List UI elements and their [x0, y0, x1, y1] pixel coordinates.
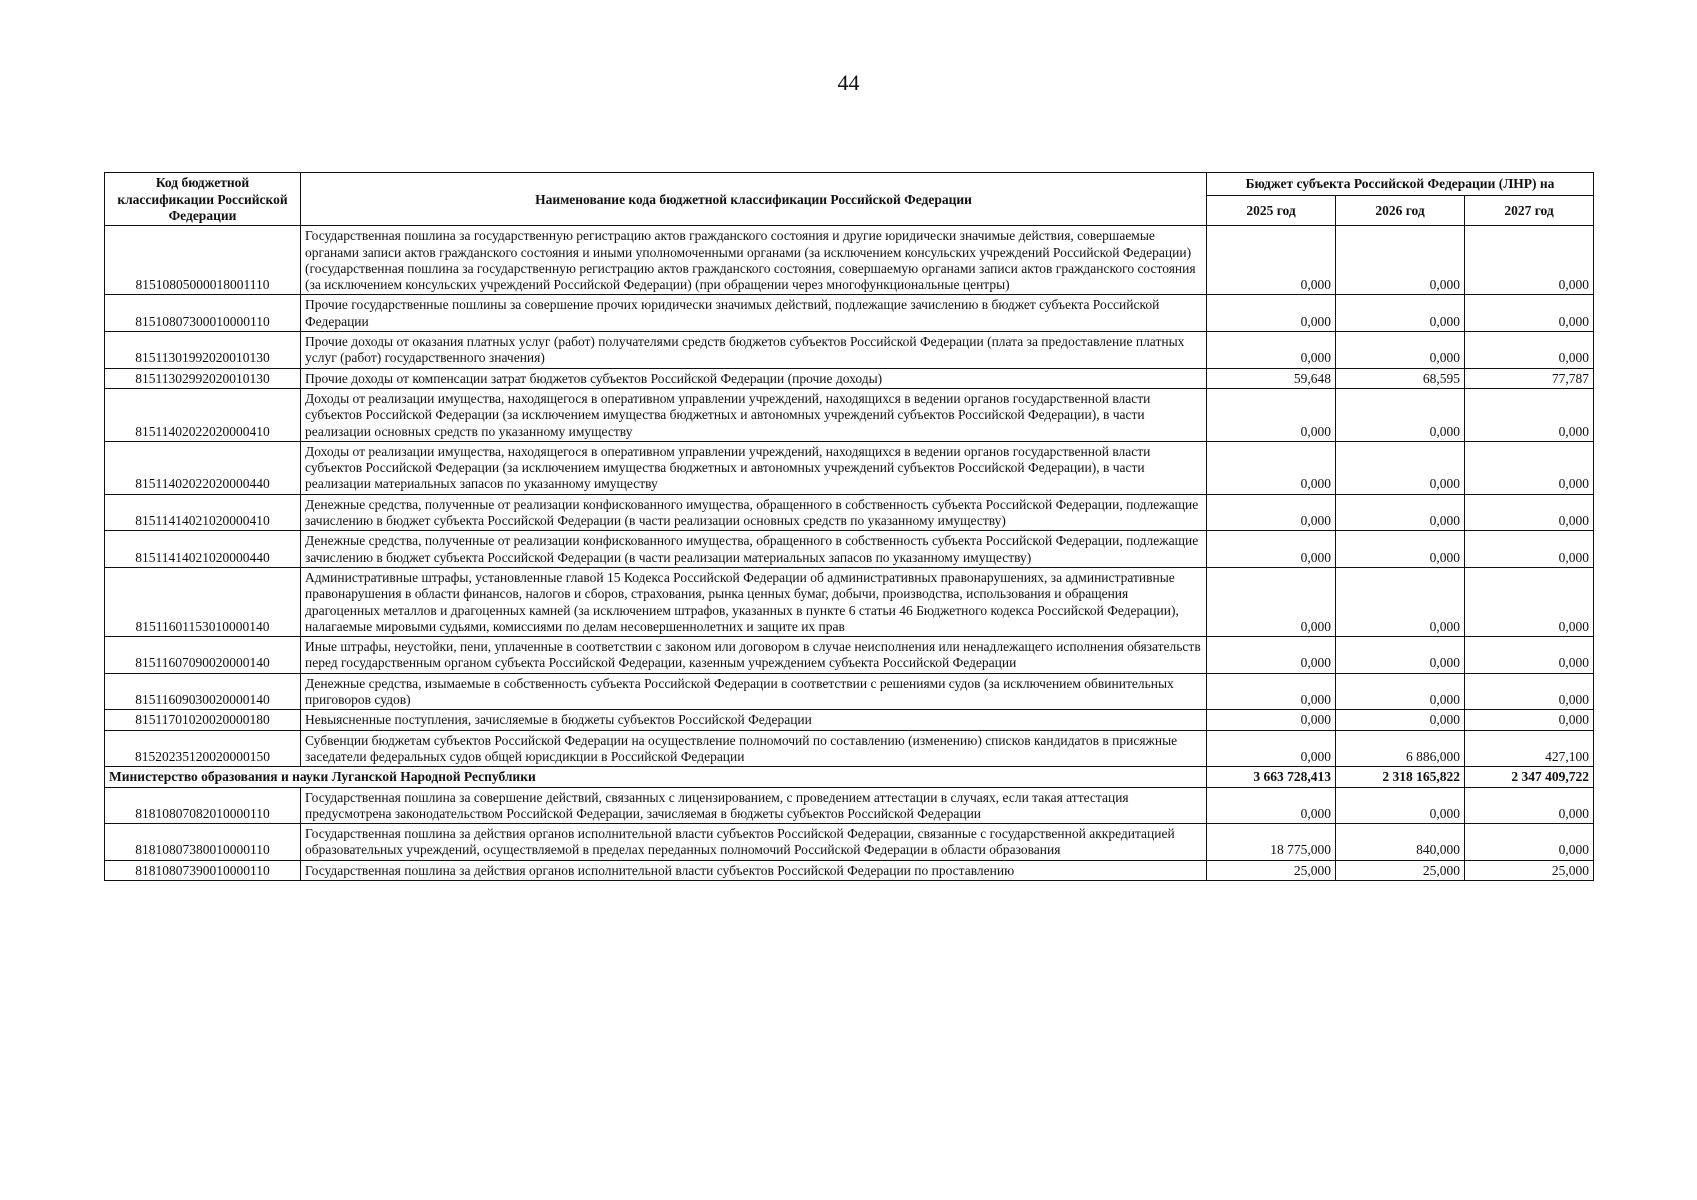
row-name: Прочие государственные пошлины за совершение прочих юридически значимых действий, подлежащие зачислению в бюджет субъекта Российской Федерации: [301, 295, 1207, 332]
table-row: [105, 332, 1594, 369]
row-code: 81511607090020000140: [105, 637, 301, 674]
table-row: [105, 441, 1594, 494]
row-value-2026: 0,000: [1336, 531, 1465, 568]
section-total-row: [105, 767, 1594, 787]
row-code: 81511402022020000440: [105, 441, 301, 494]
row-code: 81511402022020000410: [105, 388, 301, 441]
row-name: Денежные средства, полученные от реализации конфискованного имущества, обращенного в собственность субъекта Российской Федерации, подлежащие зачислению в бюджет субъекта Российской Федерации (в части реализации основных средств по указанному имуществу): [301, 494, 1207, 531]
table-row: [105, 295, 1594, 332]
row-value-2026: 0,000: [1336, 710, 1465, 730]
table-row: [105, 673, 1594, 710]
table-row: [105, 567, 1594, 636]
row-name: Денежные средства, изымаемые в собственность субъекта Российской Федерации в соответствии с решениями судов (за исключением обвинительных приговоров судов): [301, 673, 1207, 710]
table-row: [105, 531, 1594, 568]
row-code: 81511302992020010130: [105, 368, 301, 388]
row-code: 81511414021020000410: [105, 494, 301, 531]
section-name: Министерство образования и науки Луганской Народной Республики: [105, 767, 1207, 787]
row-name: Прочие доходы от компенсации затрат бюджетов субъектов Российской Федерации (прочие доходы): [301, 368, 1207, 388]
section-total-2026: 2 318 165,822: [1336, 767, 1465, 787]
header-budget-group: Бюджет субъекта Российской Федерации (ЛНР) на: [1207, 173, 1594, 196]
row-code: 81810807380010000110: [105, 824, 301, 861]
table-row: [105, 787, 1594, 824]
row-name: Денежные средства, полученные от реализации конфискованного имущества, обращенного в собственность субъекта Российской Федерации, подлежащие зачислению в бюджет субъекта Российской Федерации (в части реализации материальных запасов по указанному имуществу): [301, 531, 1207, 568]
table-row: [105, 637, 1594, 674]
row-value-2027: 0,000: [1465, 673, 1594, 710]
row-name: Государственная пошлина за совершение действий, связанных с лицензированием, с проведением аттестации в случаях, если такая аттестация предусмотрена законодательством Российской Федерации, зачисляемая в бюджеты субъектов Российской Федерации: [301, 787, 1207, 824]
row-value-2025: 0,000: [1207, 332, 1336, 369]
row-value-2026: 0,000: [1336, 441, 1465, 494]
row-code: 81511301992020010130: [105, 332, 301, 369]
row-code: 81510805000018001110: [105, 226, 301, 295]
row-value-2026: 840,000: [1336, 824, 1465, 861]
table-row: [105, 824, 1594, 861]
row-value-2025: 0,000: [1207, 226, 1336, 295]
table-row: [105, 730, 1594, 767]
row-name: Государственная пошлина за действия органов исполнительной власти субъектов Российской Федерации, связанные с государственной аккредитацией образовательных учреждений, осуществляемой в пределах переданных полномочий Российской Федерации в области образования: [301, 824, 1207, 861]
row-value-2025: 0,000: [1207, 673, 1336, 710]
table-header-row: [105, 173, 1594, 196]
row-value-2027: 0,000: [1465, 531, 1594, 568]
row-code: 81510807300010000110: [105, 295, 301, 332]
row-value-2025: 0,000: [1207, 730, 1336, 767]
row-value-2027: 0,000: [1465, 226, 1594, 295]
row-name: Прочие доходы от оказания платных услуг (работ) получателями средств бюджетов субъектов Российской Федерации (плата за предоставление платных услуг (работ) государственного значения): [301, 332, 1207, 369]
row-value-2025: 18 775,000: [1207, 824, 1336, 861]
header-year-2025: 2025 год: [1207, 196, 1336, 226]
row-value-2026: 0,000: [1336, 226, 1465, 295]
row-value-2027: 0,000: [1465, 637, 1594, 674]
row-value-2026: 0,000: [1336, 787, 1465, 824]
row-value-2027: 0,000: [1465, 295, 1594, 332]
table-row: [105, 388, 1594, 441]
row-code: 81511609030020000140: [105, 673, 301, 710]
row-value-2025: 0,000: [1207, 295, 1336, 332]
row-value-2027: 25,000: [1465, 860, 1594, 880]
row-value-2027: 0,000: [1465, 710, 1594, 730]
row-value-2025: 0,000: [1207, 388, 1336, 441]
row-value-2026: 0,000: [1336, 567, 1465, 636]
row-value-2027: 0,000: [1465, 787, 1594, 824]
table-row: [105, 226, 1594, 295]
row-code: 81511414021020000440: [105, 531, 301, 568]
table-row: [105, 710, 1594, 730]
row-value-2026: 0,000: [1336, 494, 1465, 531]
row-value-2027: 0,000: [1465, 824, 1594, 861]
row-value-2026: 0,000: [1336, 332, 1465, 369]
row-code: 81511701020020000180: [105, 710, 301, 730]
row-value-2027: 77,787: [1465, 368, 1594, 388]
row-value-2025: 0,000: [1207, 494, 1336, 531]
row-value-2027: 0,000: [1465, 388, 1594, 441]
row-code: 81810807390010000110: [105, 860, 301, 880]
row-value-2027: 0,000: [1465, 441, 1594, 494]
row-name: Субвенции бюджетам субъектов Российской Федерации на осуществление полномочий по составлению (изменению) списков кандидатов в присяжные заседатели федеральных судов общей юрисдикции в Российской Федерации: [301, 730, 1207, 767]
section-total-2025: 3 663 728,413: [1207, 767, 1336, 787]
row-name: Государственная пошлина за государственную регистрацию актов гражданского состояния и другие юридически значимые действия, совершаемые органами записи актов гражданского состояния и иными уполномоченными органами (за исключением консульских учреждений Российской Федерации) (государственная пошлина за государственную регистрацию актов гражданского состояния, совершаемую органами записи актов гражданского состояния (за исключением консульских учреждений Российской Федерации) (при обращении через многофункциональные центры): [301, 226, 1207, 295]
row-value-2025: 0,000: [1207, 710, 1336, 730]
row-value-2026: 68,595: [1336, 368, 1465, 388]
row-name: Доходы от реализации имущества, находящегося в оперативном управлении учреждений, находящихся в ведении органов государственной власти субъектов Российской Федерации (за исключением имущества бюджетных и автономных учреждений субъектов Российской Федерации), в части реализации материальных запасов по указанному имуществу: [301, 441, 1207, 494]
row-value-2025: 0,000: [1207, 441, 1336, 494]
row-value-2026: 0,000: [1336, 673, 1465, 710]
row-code: 81520235120020000150: [105, 730, 301, 767]
table-row: [105, 494, 1594, 531]
row-value-2025: 59,648: [1207, 368, 1336, 388]
row-value-2026: 0,000: [1336, 295, 1465, 332]
row-value-2025: 0,000: [1207, 531, 1336, 568]
row-value-2027: 0,000: [1465, 332, 1594, 369]
budget-revenue-table: [104, 172, 1594, 881]
section-total-2027: 2 347 409,722: [1465, 767, 1594, 787]
header-year-2027: 2027 год: [1465, 196, 1594, 226]
table-row: [105, 860, 1594, 880]
header-code: Код бюджетной классификации Российской Федерации: [105, 173, 301, 226]
table-row: [105, 368, 1594, 388]
row-value-2027: 427,100: [1465, 730, 1594, 767]
row-name: Невыясненные поступления, зачисляемые в бюджеты субъектов Российской Федерации: [301, 710, 1207, 730]
row-value-2027: 0,000: [1465, 494, 1594, 531]
row-value-2026: 25,000: [1336, 860, 1465, 880]
row-value-2026: 0,000: [1336, 388, 1465, 441]
row-name: Административные штрафы, установленные главой 15 Кодекса Российской Федерации об административных правонарушениях, за административные правонарушения в области финансов, налогов и сборов, страхования, рынка ценных бумаг, добычи, производства, использования и обращения драгоценных металлов и драгоценных камней (за исключением штрафов, указанных в пункте 6 статьи 46 Бюджетного кодекса Российской Федерации), налагаемые мировыми судьями, комиссиями по делам несовершеннолетних и защите их прав: [301, 567, 1207, 636]
row-value-2026: 6 886,000: [1336, 730, 1465, 767]
row-value-2025: 0,000: [1207, 637, 1336, 674]
page-number: 44: [837, 70, 860, 95]
row-value-2027: 0,000: [1465, 567, 1594, 636]
row-code: 81511601153010000140: [105, 567, 301, 636]
row-value-2026: 0,000: [1336, 637, 1465, 674]
header-year-2026: 2026 год: [1336, 196, 1465, 226]
row-code: 81810807082010000110: [105, 787, 301, 824]
header-name: Наименование кода бюджетной классификации Российской Федерации: [301, 173, 1207, 226]
row-name: Государственная пошлина за действия органов исполнительной власти субъектов Российской Федерации по проставлению: [301, 860, 1207, 880]
row-value-2025: 0,000: [1207, 567, 1336, 636]
row-name: Иные штрафы, неустойки, пени, уплаченные в соответствии с законом или договором в случае неисполнения или ненадлежащего исполнения обязательств перед государственным органом субъекта Российской Федерации, казенным учреждением субъекта Российской Федерации: [301, 637, 1207, 674]
row-value-2025: 0,000: [1207, 787, 1336, 824]
row-value-2025: 25,000: [1207, 860, 1336, 880]
row-name: Доходы от реализации имущества, находящегося в оперативном управлении учреждений, находящихся в ведении органов государственной власти субъектов Российской Федерации (за исключением имущества бюджетных и автономных учреждений субъектов Российской Федерации), в части реализации основных средств по указанному имуществу: [301, 388, 1207, 441]
